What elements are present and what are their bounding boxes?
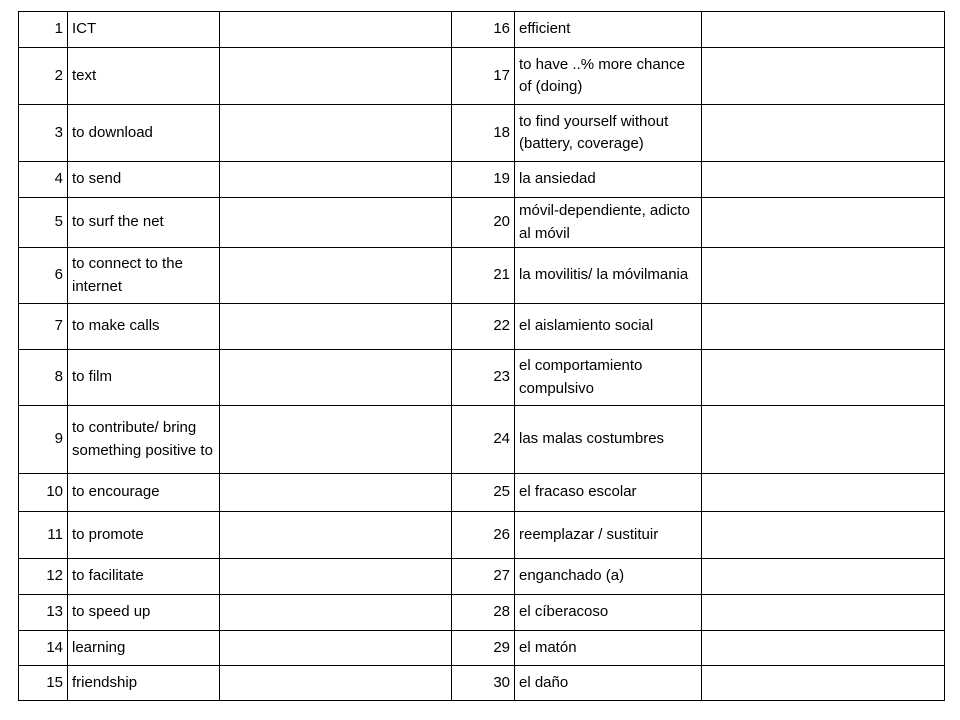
left-answer-cell[interactable] — [220, 162, 452, 198]
left-number: 13 — [19, 595, 68, 631]
right-term: enganchado (a) — [515, 559, 702, 595]
right-answer-cell[interactable] — [702, 512, 945, 559]
right-number: 29 — [452, 631, 515, 666]
left-term: to film — [68, 350, 220, 406]
table-row — [19, 198, 945, 248]
table-row — [19, 474, 945, 512]
left-term: to speed up — [68, 595, 220, 631]
left-term: friendship — [68, 666, 220, 701]
right-answer-cell[interactable] — [702, 595, 945, 631]
table-row — [19, 666, 945, 701]
left-number: 10 — [19, 474, 68, 512]
right-number: 17 — [452, 48, 515, 105]
table-row — [19, 559, 945, 595]
right-term: el cíberacoso — [515, 595, 702, 631]
right-answer-cell[interactable] — [702, 631, 945, 666]
left-answer-cell[interactable] — [220, 12, 452, 48]
table-row — [19, 48, 945, 105]
right-answer-cell[interactable] — [702, 406, 945, 474]
right-term: las malas costumbres — [515, 406, 702, 474]
left-number: 4 — [19, 162, 68, 198]
left-answer-cell[interactable] — [220, 248, 452, 304]
right-number: 19 — [452, 162, 515, 198]
right-number: 24 — [452, 406, 515, 474]
left-answer-cell[interactable] — [220, 474, 452, 512]
table-row — [19, 595, 945, 631]
left-term: learning — [68, 631, 220, 666]
left-term: to download — [68, 105, 220, 162]
table-row — [19, 12, 945, 48]
table-row — [19, 631, 945, 666]
left-term: ICT — [68, 12, 220, 48]
right-term: móvil-dependiente, adicto al móvil — [515, 198, 702, 248]
left-answer-cell[interactable] — [220, 512, 452, 559]
left-number: 5 — [19, 198, 68, 248]
left-number: 15 — [19, 666, 68, 701]
left-term: to promote — [68, 512, 220, 559]
right-number: 27 — [452, 559, 515, 595]
right-number: 30 — [452, 666, 515, 701]
left-term: to surf the net — [68, 198, 220, 248]
right-number: 23 — [452, 350, 515, 406]
left-term: to facilitate — [68, 559, 220, 595]
table-row — [19, 248, 945, 304]
left-term: to connect to the internet — [68, 248, 220, 304]
right-term: el fracaso escolar — [515, 474, 702, 512]
left-answer-cell[interactable] — [220, 666, 452, 701]
left-number: 7 — [19, 304, 68, 350]
left-answer-cell[interactable] — [220, 559, 452, 595]
left-number: 9 — [19, 406, 68, 474]
right-number: 21 — [452, 248, 515, 304]
right-answer-cell[interactable] — [702, 666, 945, 701]
left-answer-cell[interactable] — [220, 631, 452, 666]
right-term: el daño — [515, 666, 702, 701]
right-number: 18 — [452, 105, 515, 162]
right-answer-cell[interactable] — [702, 162, 945, 198]
right-number: 28 — [452, 595, 515, 631]
left-number: 12 — [19, 559, 68, 595]
right-answer-cell[interactable] — [702, 48, 945, 105]
right-term: to have ..% more chance of (doing) — [515, 48, 702, 105]
table-row — [19, 406, 945, 474]
right-answer-cell[interactable] — [702, 198, 945, 248]
right-term: el aislamiento social — [515, 304, 702, 350]
right-term: reemplazar / sustituir — [515, 512, 702, 559]
table-row — [19, 304, 945, 350]
left-term: to encourage — [68, 474, 220, 512]
table-row — [19, 350, 945, 406]
right-answer-cell[interactable] — [702, 12, 945, 48]
left-number: 3 — [19, 105, 68, 162]
right-number: 25 — [452, 474, 515, 512]
right-answer-cell[interactable] — [702, 105, 945, 162]
right-term: el matón — [515, 631, 702, 666]
left-term: to send — [68, 162, 220, 198]
right-answer-cell[interactable] — [702, 304, 945, 350]
left-answer-cell[interactable] — [220, 304, 452, 350]
table-row — [19, 105, 945, 162]
right-term: efficient — [515, 12, 702, 48]
left-number: 8 — [19, 350, 68, 406]
left-answer-cell[interactable] — [220, 198, 452, 248]
right-number: 20 — [452, 198, 515, 248]
right-number: 26 — [452, 512, 515, 559]
left-number: 6 — [19, 248, 68, 304]
vocabulary-table — [18, 11, 945, 701]
right-number: 22 — [452, 304, 515, 350]
left-number: 11 — [19, 512, 68, 559]
left-number: 1 — [19, 12, 68, 48]
left-term: to make calls — [68, 304, 220, 350]
left-number: 2 — [19, 48, 68, 105]
right-term: el comportamiento compulsivo — [515, 350, 702, 406]
right-answer-cell[interactable] — [702, 350, 945, 406]
left-term: text — [68, 48, 220, 105]
right-term: la ansiedad — [515, 162, 702, 198]
right-number: 16 — [452, 12, 515, 48]
table-row — [19, 162, 945, 198]
left-answer-cell[interactable] — [220, 48, 452, 105]
table-row — [19, 512, 945, 559]
left-term: to contribute/ bring something positive to — [68, 406, 220, 474]
left-answer-cell[interactable] — [220, 406, 452, 474]
right-term: la movilitis/ la móvilmania — [515, 248, 702, 304]
right-answer-cell[interactable] — [702, 559, 945, 595]
right-answer-cell[interactable] — [702, 248, 945, 304]
left-number: 14 — [19, 631, 68, 666]
left-answer-cell[interactable] — [220, 105, 452, 162]
right-term: to find yourself without (battery, coverage) — [515, 105, 702, 162]
left-answer-cell[interactable] — [220, 595, 452, 631]
right-answer-cell[interactable] — [702, 474, 945, 512]
left-answer-cell[interactable] — [220, 350, 452, 406]
